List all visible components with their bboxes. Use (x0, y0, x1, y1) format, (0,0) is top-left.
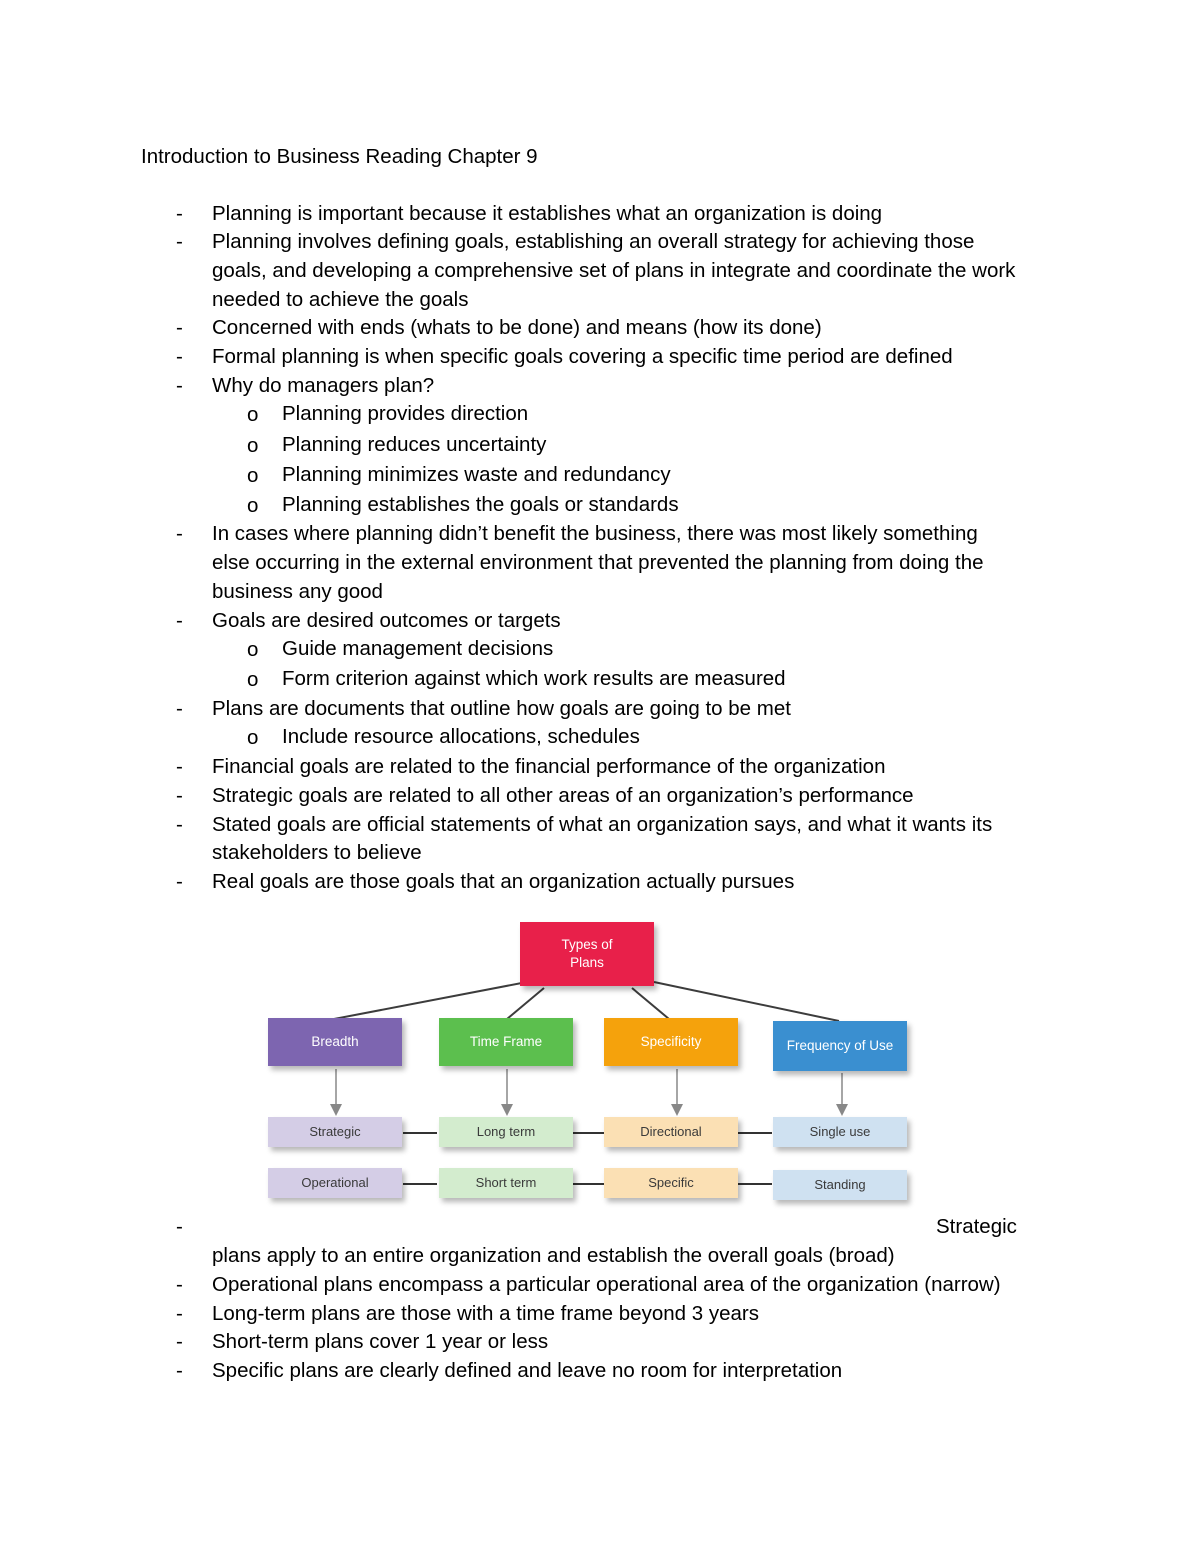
note-line: stakeholders to believe (212, 841, 422, 864)
category-specificity: Specificity (604, 1018, 738, 1066)
note-line: Plans are documents that outline how goals are going to be met (212, 697, 791, 720)
note-line: needed to achieve the goals (212, 288, 469, 311)
sub-bullet-marker: o (247, 638, 259, 661)
subtype-single-use: Single use (773, 1117, 907, 1147)
dash-marker: - (176, 374, 183, 397)
category-time-frame: Time Frame (439, 1018, 573, 1066)
note-line: Long-term plans are those with a time frame beyond 3 years (212, 1302, 759, 1325)
note-line: Formal planning is when specific goals covering a specific time period are defined (212, 345, 953, 368)
subtype-short-term: Short term (439, 1168, 573, 1198)
dash-marker: - (176, 1215, 183, 1238)
root-box-types-of-plans: Types of Plans (520, 922, 654, 986)
note-line: goals, and developing a comprehensive set of plans in integrate and coordinate the work (212, 259, 1016, 282)
dash-marker: - (176, 784, 183, 807)
dash-marker: - (176, 230, 183, 253)
dash-marker: - (176, 1330, 183, 1353)
note-line: In cases where planning didn’t benefit the business, there was most likely something (212, 522, 978, 545)
dash-marker: - (176, 697, 183, 720)
subtype-strategic: Strategic (268, 1117, 402, 1147)
connector-root-frequency (654, 982, 839, 1021)
dash-marker: - (176, 316, 183, 339)
note-line-strategic-word: Strategic (936, 1215, 1017, 1238)
note-line: Planning is important because it establishes what an organization is doing (212, 202, 883, 225)
dash-marker: - (176, 522, 183, 545)
dash-marker: - (176, 870, 183, 893)
note-line: business any good (212, 580, 383, 603)
connector-root-specificity (632, 988, 669, 1019)
types-of-plans-diagram (262, 918, 922, 1208)
note-subline: Include resource allocations, schedules (282, 725, 640, 748)
sub-bullet-marker: o (247, 494, 259, 517)
note-subline: Guide management decisions (282, 637, 554, 660)
dash-marker: - (176, 202, 183, 225)
sub-bullet-marker: o (247, 668, 259, 691)
note-line: Strategic goals are related to all other areas of an organization’s performance (212, 784, 914, 807)
note-line: Real goals are those goals that an organization actually pursues (212, 870, 795, 893)
category-breadth: Breadth (268, 1018, 402, 1066)
category-frequency-of-use: Frequency of Use (773, 1021, 907, 1071)
connector-root-timeframe (507, 988, 544, 1019)
note-line: Why do managers plan? (212, 374, 435, 397)
dash-marker: - (176, 813, 183, 836)
subtype-directional: Directional (604, 1117, 738, 1147)
sub-bullet-marker: o (247, 464, 259, 487)
sub-bullet-marker: o (247, 434, 259, 457)
dash-marker: - (176, 1273, 183, 1296)
note-line: Concerned with ends (whats to be done) and means (how its done) (212, 316, 822, 339)
dash-marker: - (176, 755, 183, 778)
note-subline: Planning reduces uncertainty (282, 433, 547, 456)
note-line: Planning involves defining goals, establishing an overall strategy for achieving those (212, 230, 975, 253)
note-line: Short-term plans cover 1 year or less (212, 1330, 549, 1353)
sub-bullet-marker: o (247, 403, 259, 426)
note-subline: Planning establishes the goals or standards (282, 493, 679, 516)
subtype-operational: Operational (268, 1168, 402, 1198)
connector-root-breadth (334, 982, 527, 1019)
dash-marker: - (176, 1302, 183, 1325)
note-line: Financial goals are related to the financial performance of the organization (212, 755, 886, 778)
note-line: Stated goals are official statements of what an organization says, and what it wants its (212, 813, 993, 836)
note-subline: Planning minimizes waste and redundancy (282, 463, 671, 486)
note-line: plans apply to an entire organization and establish the overall goals (broad) (212, 1244, 895, 1267)
note-line: Goals are desired outcomes or targets (212, 609, 561, 632)
subtype-long-term: Long term (439, 1117, 573, 1147)
page-title: Introduction to Business Reading Chapter 9 (141, 145, 538, 168)
sub-bullet-marker: o (247, 726, 259, 749)
note-subline: Form criterion against which work results are measured (282, 667, 786, 690)
dash-marker: - (176, 1359, 183, 1382)
note-line: else occurring in the external environment that prevented the planning from doing the (212, 551, 984, 574)
subtype-standing: Standing (773, 1170, 907, 1200)
dash-marker: - (176, 345, 183, 368)
note-line: Operational plans encompass a particular operational area of the organization (narrow) (212, 1273, 1001, 1296)
dash-marker: - (176, 609, 183, 632)
subtype-specific: Specific (604, 1168, 738, 1198)
note-line: Specific plans are clearly defined and leave no room for interpretation (212, 1359, 843, 1382)
note-subline: Planning provides direction (282, 402, 529, 425)
